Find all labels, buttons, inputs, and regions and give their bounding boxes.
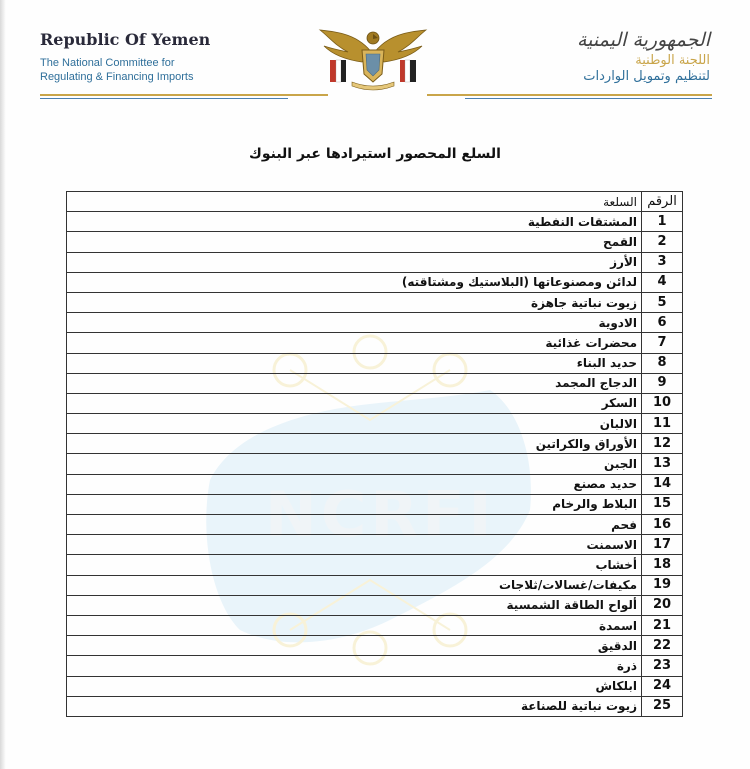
row-item: زيوت نباتية للصناعة (67, 696, 642, 716)
row-item: محضرات غذائية (67, 333, 642, 353)
row-item: ابلكاش (67, 676, 642, 696)
arabic-header (510, 28, 710, 85)
table-row (67, 313, 683, 333)
header-item: السلعة (67, 192, 642, 212)
row-item: الدجاج المجمد (67, 373, 642, 393)
row-item: المشتقات النفطية (67, 212, 642, 232)
row-item: ألواح الطاقة الشمسية (67, 595, 642, 615)
row-number: 23 (642, 656, 683, 676)
table-row (67, 535, 683, 555)
row-item: لدائن ومصنوعاتها (البلاستيك ومشتاقته) (67, 272, 642, 292)
table-row (67, 696, 683, 716)
row-number: 7 (642, 333, 683, 353)
table-row (67, 595, 683, 615)
row-item: البلاط والرخام (67, 494, 642, 514)
row-number: 17 (642, 535, 683, 555)
row-number: 8 (642, 353, 683, 373)
english-header (40, 30, 300, 84)
table-row (67, 393, 683, 413)
row-number: 3 (642, 252, 683, 272)
yemen-eagle-emblem-icon (318, 24, 428, 92)
row-item: الادوية (67, 313, 642, 333)
table-row (67, 333, 683, 353)
row-item: حديد مصنع (67, 474, 642, 494)
table-row (67, 676, 683, 696)
row-item: السكر (67, 393, 642, 413)
table-row (67, 232, 683, 252)
table-row (67, 454, 683, 474)
table-header-row (67, 192, 683, 212)
table-row (67, 656, 683, 676)
table-row (67, 292, 683, 312)
row-item: الالبان (67, 414, 642, 434)
row-item: مكيفات/غسالات/ثلاجات (67, 575, 642, 595)
row-item: أخشاب (67, 555, 642, 575)
header-number: الرقم (642, 192, 683, 212)
row-item: ذرة (67, 656, 642, 676)
row-number: 6 (642, 313, 683, 333)
table-row (67, 515, 683, 535)
page-edge-shadow (0, 0, 6, 769)
row-number: 1 (642, 212, 683, 232)
row-item: الأوراق والكراتين (67, 434, 642, 454)
row-number: 18 (642, 555, 683, 575)
row-item: القمح (67, 232, 642, 252)
row-number: 5 (642, 292, 683, 312)
header-divider-right-blue (465, 98, 712, 99)
row-number: 15 (642, 494, 683, 514)
table-row (67, 272, 683, 292)
document-title: السلع المحصور استيرادها عبر البنوك (249, 146, 501, 162)
row-number: 16 (642, 515, 683, 535)
header-divider-left-blue (40, 98, 288, 99)
table-row (67, 615, 683, 635)
row-item: الاسمنت (67, 535, 642, 555)
row-number: 24 (642, 676, 683, 696)
english-country-name: Republic Of Yemen (40, 30, 211, 49)
arabic-country-name: الجمهورية اليمنية (576, 29, 710, 51)
table-row (67, 252, 683, 272)
restricted-goods-table (66, 191, 683, 717)
row-item: الدقيق (67, 636, 642, 656)
table-row (67, 555, 683, 575)
table-row (67, 474, 683, 494)
header-divider-left-gold (40, 94, 328, 96)
header-divider-right-gold (427, 94, 712, 96)
row-number: 11 (642, 414, 683, 434)
table-row (67, 212, 683, 232)
row-number: 19 (642, 575, 683, 595)
row-number: 4 (642, 272, 683, 292)
watermark-text: NCRFI (265, 478, 496, 551)
row-number: 20 (642, 595, 683, 615)
arabic-committee-line-1: اللجنة الوطنية (635, 53, 710, 68)
row-item: اسمدة (67, 615, 642, 635)
row-item: الأرز (67, 252, 642, 272)
row-number: 13 (642, 454, 683, 474)
row-number: 14 (642, 474, 683, 494)
row-number: 2 (642, 232, 683, 252)
arabic-committee-line-2: لتنظيم وتمويل الواردات (583, 69, 710, 84)
row-number: 9 (642, 373, 683, 393)
table-row (67, 414, 683, 434)
row-item: فحم (67, 515, 642, 535)
table-row (67, 575, 683, 595)
table-row (67, 636, 683, 656)
row-number: 25 (642, 696, 683, 716)
row-number: 12 (642, 434, 683, 454)
row-number: 21 (642, 615, 683, 635)
table-row (67, 353, 683, 373)
row-item: الجبن (67, 454, 642, 474)
english-committee-line-1: The National Committee for (40, 57, 175, 69)
table-row (67, 494, 683, 514)
row-item: زيوت نباتية جاهزة (67, 292, 642, 312)
table-row (67, 373, 683, 393)
row-number: 22 (642, 636, 683, 656)
row-item: حديد البناء (67, 353, 642, 373)
table-row (67, 434, 683, 454)
row-number: 10 (642, 393, 683, 413)
english-committee-line-2: Regulating & Financing Imports (40, 71, 194, 83)
